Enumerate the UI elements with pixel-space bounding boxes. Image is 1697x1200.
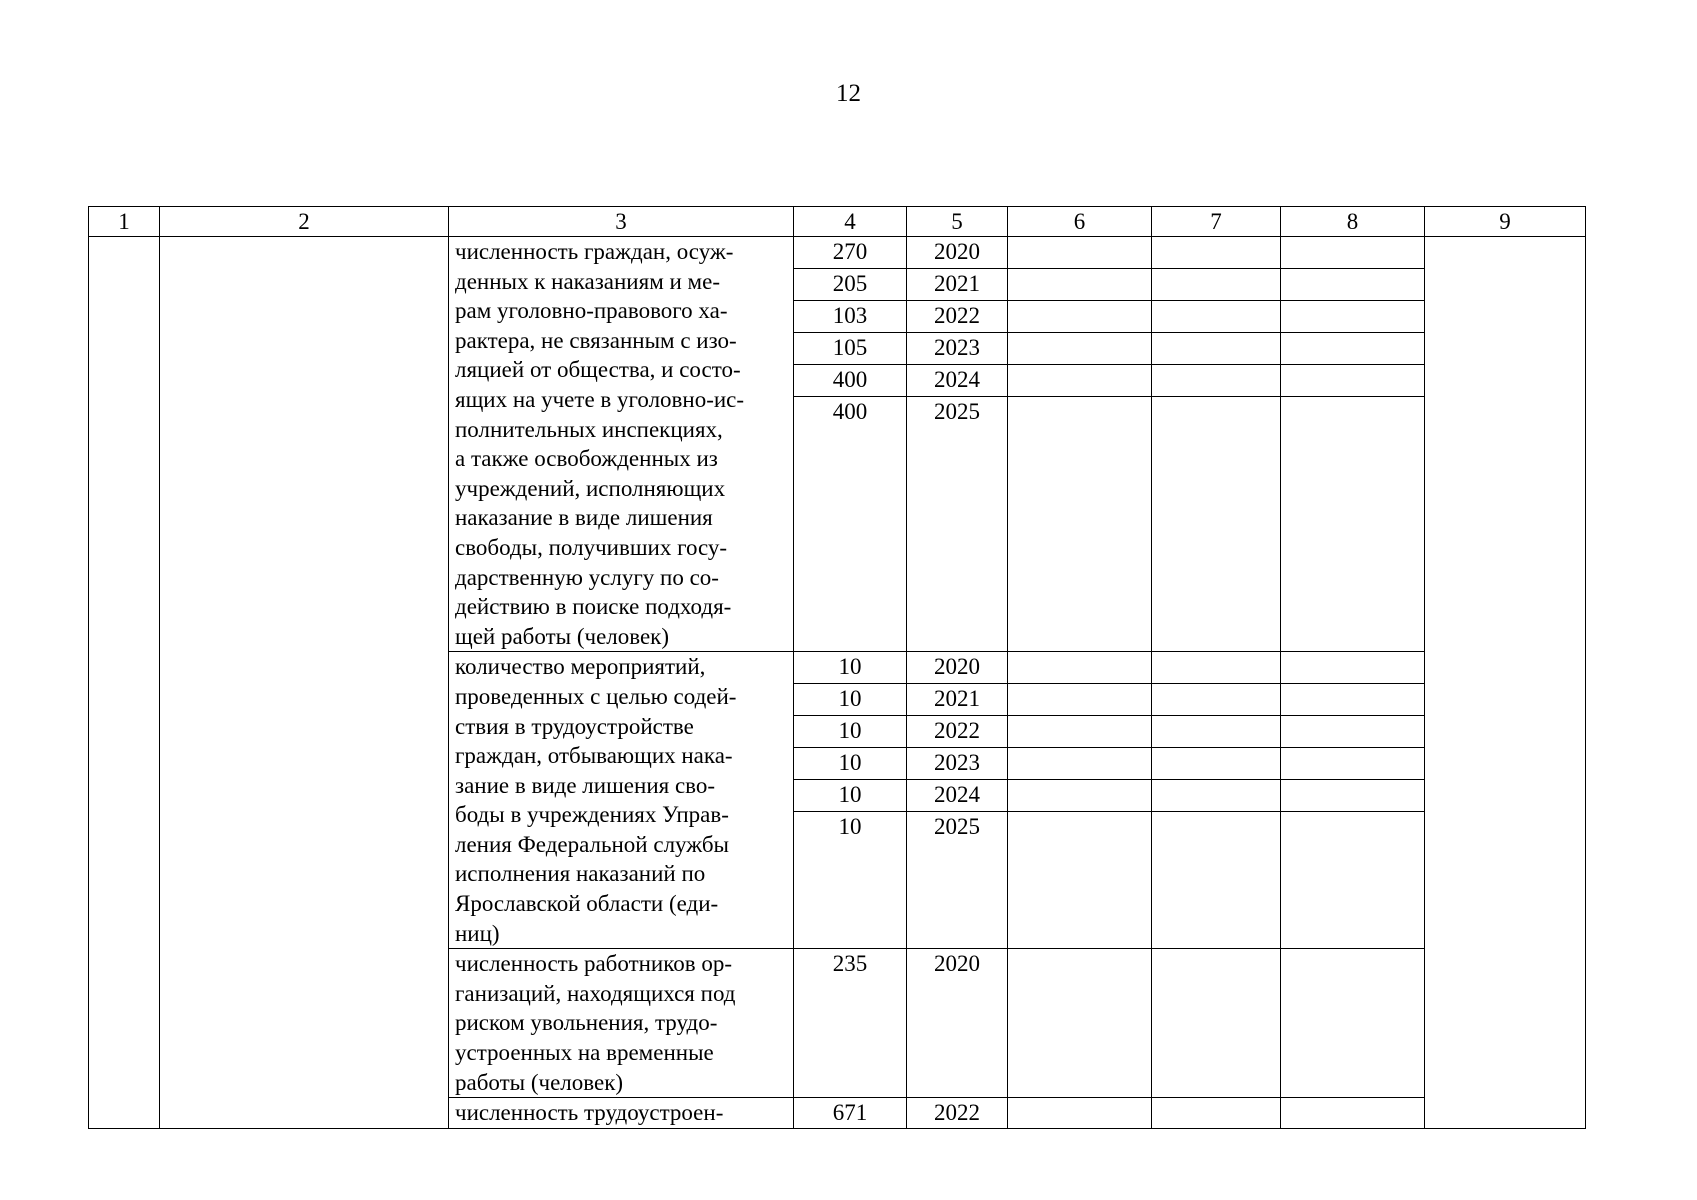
indicators-table	[88, 206, 1586, 1129]
year-cell: 2020	[907, 237, 1008, 269]
year-cell: 2022	[907, 716, 1008, 748]
value-cell: 205	[794, 269, 907, 301]
col7-cell	[1152, 269, 1281, 301]
indicator-description	[449, 237, 794, 652]
col8-cell	[1281, 269, 1425, 301]
col7-cell	[1152, 748, 1281, 780]
col6-cell	[1008, 716, 1152, 748]
value-cell: 10	[794, 684, 907, 716]
col7-cell	[1152, 780, 1281, 812]
value-cell: 10	[794, 748, 907, 780]
col6-cell	[1008, 301, 1152, 333]
col6-cell	[1008, 269, 1152, 301]
indicator-text: численность граждан, осуж- денных к наказаниям и ме- рам уголовно-правового ха- рактера, не связанным с изо- ляцией от общества, и состо- ящих на учете в уголовно-ис- полнительных инспекциях, а также освобожденных из учреждений, исполняющих наказание в виде лишения свободы, получивших госу- дарственную услугу по со- действию в поиске подходя- щей работы (человек)	[455, 239, 745, 649]
year-cell: 2022	[907, 1098, 1008, 1129]
col8-cell	[1281, 748, 1425, 780]
year-cell: 2020	[907, 652, 1008, 684]
col7-cell	[1152, 949, 1281, 1098]
header-cell-col8: 8	[1281, 207, 1425, 237]
header-cell-col1: 1	[89, 207, 160, 237]
year-cell: 2022	[907, 301, 1008, 333]
header-cell-col4: 4	[794, 207, 907, 237]
col7-cell	[1152, 812, 1281, 949]
col6-cell	[1008, 748, 1152, 780]
col6-cell	[1008, 365, 1152, 397]
indicator-text: численность трудоустроен-	[455, 1100, 724, 1126]
header-cell-col9: 9	[1425, 207, 1586, 237]
indicator-text: численность работников ор- ганизаций, находящихся под риском увольнения, трудо- устроенных на временные работы (человек)	[455, 951, 736, 1095]
year-cell: 2023	[907, 748, 1008, 780]
col8-cell	[1281, 301, 1425, 333]
year-cell: 2024	[907, 780, 1008, 812]
col8-cell	[1281, 684, 1425, 716]
value-cell: 103	[794, 301, 907, 333]
year-cell: 2020	[907, 949, 1008, 1098]
col6-cell	[1008, 237, 1152, 269]
col9-cell	[1425, 237, 1586, 1129]
page-number: 12	[836, 80, 861, 107]
value-cell: 10	[794, 780, 907, 812]
value-cell: 105	[794, 333, 907, 365]
value-cell: 235	[794, 949, 907, 1098]
year-cell: 2024	[907, 365, 1008, 397]
col8-cell	[1281, 716, 1425, 748]
header-cell-col7: 7	[1152, 207, 1281, 237]
year-cell: 2023	[907, 333, 1008, 365]
col2-cell	[160, 237, 449, 1129]
col7-cell	[1152, 716, 1281, 748]
col7-cell	[1152, 652, 1281, 684]
value-cell: 10	[794, 716, 907, 748]
col7-cell	[1152, 365, 1281, 397]
col8-cell	[1281, 365, 1425, 397]
col8-cell	[1281, 1098, 1425, 1129]
col7-cell	[1152, 237, 1281, 269]
col6-cell	[1008, 652, 1152, 684]
col8-cell	[1281, 333, 1425, 365]
col1-cell	[89, 237, 160, 1129]
col7-cell	[1152, 1098, 1281, 1129]
col7-cell	[1152, 684, 1281, 716]
year-cell: 2021	[907, 684, 1008, 716]
header-cell-col6: 6	[1008, 207, 1152, 237]
header-cell-col2: 2	[160, 207, 449, 237]
col6-cell	[1008, 1098, 1152, 1129]
year-cell: 2025	[907, 812, 1008, 949]
col7-cell	[1152, 397, 1281, 652]
value-cell: 10	[794, 652, 907, 684]
header-row	[89, 207, 1586, 237]
value-cell: 400	[794, 365, 907, 397]
value-cell: 671	[794, 1098, 907, 1129]
col7-cell	[1152, 333, 1281, 365]
col7-cell	[1152, 301, 1281, 333]
year-cell: 2025	[907, 397, 1008, 652]
col8-cell	[1281, 397, 1425, 652]
indicator-description	[449, 1098, 794, 1129]
indicator-description	[449, 652, 794, 949]
indicator-description	[449, 949, 794, 1098]
value-cell: 400	[794, 397, 907, 652]
col8-cell	[1281, 812, 1425, 949]
col8-cell	[1281, 780, 1425, 812]
col6-cell	[1008, 333, 1152, 365]
col6-cell	[1008, 949, 1152, 1098]
col6-cell	[1008, 684, 1152, 716]
col6-cell	[1008, 397, 1152, 652]
year-cell: 2021	[907, 269, 1008, 301]
col6-cell	[1008, 780, 1152, 812]
col8-cell	[1281, 237, 1425, 269]
table-row	[89, 237, 1586, 269]
value-cell: 270	[794, 237, 907, 269]
col8-cell	[1281, 949, 1425, 1098]
value-cell: 10	[794, 812, 907, 949]
header-cell-col5: 5	[907, 207, 1008, 237]
header-cell-col3: 3	[449, 207, 794, 237]
col6-cell	[1008, 812, 1152, 949]
indicator-text: количество мероприятий, проведенных с целью содей- ствия в трудоустройстве граждан, отбывающих нака- зание в виде лишения сво- боды в учреждениях Управ- ления Федеральной службы исполнения наказаний по Ярославской области (еди- ниц)	[455, 654, 737, 946]
col8-cell	[1281, 652, 1425, 684]
